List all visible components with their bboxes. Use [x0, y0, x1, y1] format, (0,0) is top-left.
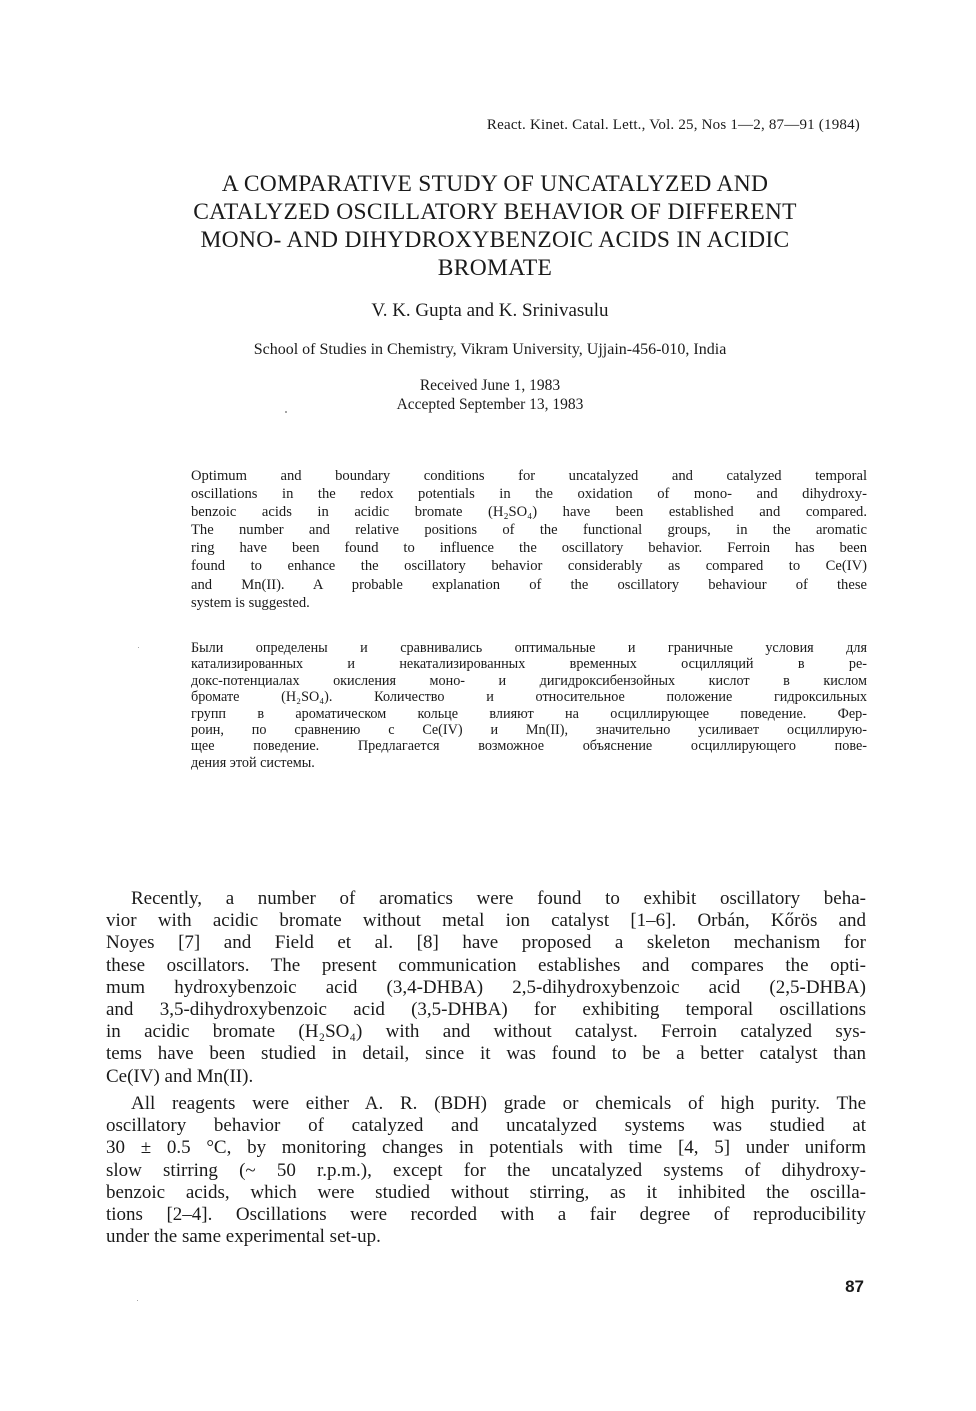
abstract-line: found to enhance the oscillatory behavior considerably as compared to Ce(IV)	[191, 558, 867, 575]
paragraph-line: and 3,5-dihydroxybenzoic acid (3,5-DHBA) for exhibiting temporal oscillations	[106, 999, 866, 1021]
abstract-line: дения этой системы.	[191, 754, 315, 771]
paragraph-line: vior with acidic bromate without metal ion catalyst [1–6]. Orbán, Kőrös and	[106, 910, 866, 932]
abstract-line: ring have been found to influence the oscillatory behavior. Ferroin has been	[191, 540, 867, 557]
abstract-line: катализированных и некатализированных временных осцилляций в ре-	[191, 656, 867, 673]
submission-dates	[290, 376, 690, 414]
paragraph-line: in acidic bromate (H₂SO₄) with and without catalyst. Ferroin catalyzed sys-	[106, 1021, 866, 1043]
paragraph-line: Ce(IV) and Mn(II).	[106, 1065, 254, 1087]
abstract-line: and Mn(II). A probable explanation of the oscillatory behaviour of these	[191, 576, 867, 593]
paper-title	[110, 170, 880, 282]
abstract-line: The number and relative positions of the functional groups, in the aromatic	[191, 522, 867, 539]
affiliation: School of Studies in Chemistry, Vikram University, Ujjain-456-010, India	[253, 341, 727, 358]
paragraph-line: tions [2–4]. Oscillations were recorded with a fair degree of reproducibility	[106, 1204, 866, 1226]
abstract-russian	[191, 640, 867, 771]
paragraph-line: Recently, a number of aromatics were found to exhibit oscillatory beha-	[131, 888, 866, 909]
abstract-line: benzoic acids in acidic bromate (H₂SO₄) have been established and compared.	[191, 504, 867, 521]
title-line: CATALYZED OSCILLATORY BEHAVIOR OF DIFFERENT	[193, 199, 797, 225]
paragraph-line: slow stirring (~ 50 r.p.m.), except for the uncatalyzed systems of dihydroxy-	[106, 1159, 866, 1181]
scan-speck	[285, 411, 287, 413]
paragraph-line: mum hydroxybenzoic acid (3,4-DHBA) 2,5-dihydroxybenzoic acid (2,5-DHBA)	[106, 976, 866, 998]
paragraph-line: these oscillators. The present communication establishes and compares the opti-	[106, 954, 866, 976]
paragraph-line: tems have been studied in detail, since it was found to be a better catalyst than	[106, 1043, 866, 1065]
scan-speck	[137, 1300, 138, 1301]
authors: V. K. Gupta and K. Srinivasulu	[371, 300, 609, 321]
accepted-date: Accepted September 13, 1983	[396, 396, 584, 413]
title-line: BROMATE	[437, 255, 553, 281]
abstract-line: Optimum and boundary conditions for uncatalyzed and catalyzed temporal	[191, 468, 867, 484]
journal-reference: React. Kinet. Catal. Lett., Vol. 25, Nos 1—2, 87—91 (1984)	[486, 117, 860, 133]
body-paragraph	[106, 1093, 866, 1248]
abstract-english	[191, 467, 867, 612]
abstract-line: system is suggested.	[191, 594, 310, 611]
title-line: A COMPARATIVE STUDY OF UNCATALYZED AND	[221, 171, 769, 197]
paragraph-line: 30 ± 0.5 °C, by monitoring changes in potentials with time [4, 5] under uniform	[106, 1137, 866, 1159]
title-line: MONO- AND DIHYDROXYBENZOIC ACIDS IN ACIDIC	[200, 227, 790, 253]
abstract-line: роин, по сравнению с Ce(IV) и Mn(II), значительно усиливает осциллирую-	[191, 722, 867, 739]
paragraph-line: All reagents were either A. R. (BDH) grade or chemicals of high purity. The	[131, 1093, 866, 1114]
abstract-line: oscillations in the redox potentials in the oxidation of mono- and dihydroxy-	[191, 486, 867, 503]
page-number: 87	[845, 1277, 864, 1296]
abstract-line: докс-потенциалах окисления моно- и дигидроксибензойных кислот в кислом	[191, 672, 867, 689]
paragraph-line: oscillatory behavior of catalyzed and uncatalyzed systems was studied at	[106, 1115, 866, 1137]
abstract-line: щее поведение. Предлагается возможное объяснение осциллирующего пове-	[191, 738, 867, 755]
abstract-line: бромате (H₂SO₄). Количество и относительное положение гидроксильных	[191, 689, 867, 706]
body-paragraph	[106, 888, 866, 1088]
paragraph-line: Noyes [7] and Field et al. [8] have proposed a skeleton mechanism for	[106, 932, 866, 954]
abstract-line: групп в ароматическом кольце влияют на осциллирующее поведение. Фер-	[191, 705, 867, 722]
paragraph-line: under the same experimental set-up.	[106, 1226, 381, 1248]
abstract-line: Были определены и сравнивались оптимальные и граничные условия для	[191, 640, 867, 656]
received-date: Received June 1, 1983	[419, 377, 561, 394]
paragraph-line: benzoic acids, which were studied without stirring, as it inhibited the oscilla-	[106, 1181, 866, 1203]
scan-speck	[138, 647, 139, 648]
